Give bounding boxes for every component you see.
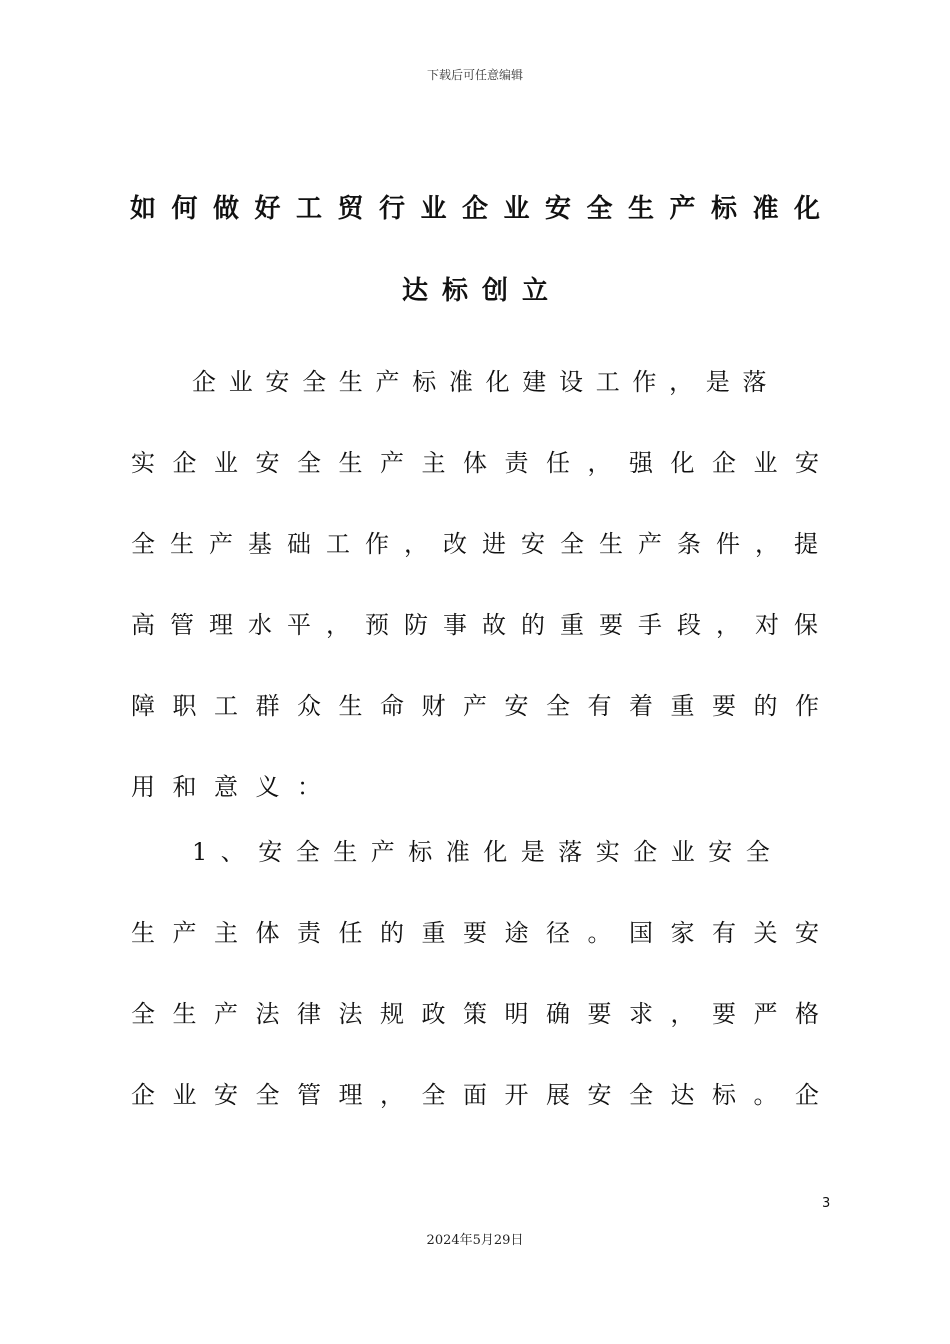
document-title-line-1: 如何做好工贸行业企业安全生产标准化 bbox=[129, 194, 836, 224]
body-line-5: 障职工群众生命财产安全有着重要的作 bbox=[131, 692, 837, 720]
document-title-line-2: 达标创立 bbox=[401, 276, 562, 306]
page-footer-date: 2024年5月29日 bbox=[426, 1233, 524, 1248]
body-line-6: 用和意义： bbox=[131, 773, 339, 801]
body-line-8: 生产主体责任的重要途径。国家有关安 bbox=[131, 919, 837, 947]
body-line-10: 企业安全管理，全面开展安全达标。企 bbox=[131, 1081, 837, 1109]
body-line-4: 高管理水平，预防事故的重要手段，对保 bbox=[131, 611, 833, 639]
body-line-1: 企业安全生产标准化建设工作，是落 bbox=[192, 368, 780, 396]
body-line-2: 实企业安全生产主体责任，强化企业安 bbox=[131, 449, 837, 477]
body-line-9: 全生产法律法规政策明确要求，要严格 bbox=[131, 1000, 837, 1028]
body-line-7: 1、安全生产标准化是落实企业安全 bbox=[192, 838, 784, 866]
page-header-note: 下载后可任意编辑 bbox=[426, 68, 523, 82]
page-number: 3 bbox=[822, 1196, 831, 1211]
body-line-3: 全生产基础工作，改进安全生产条件，提 bbox=[131, 530, 833, 558]
